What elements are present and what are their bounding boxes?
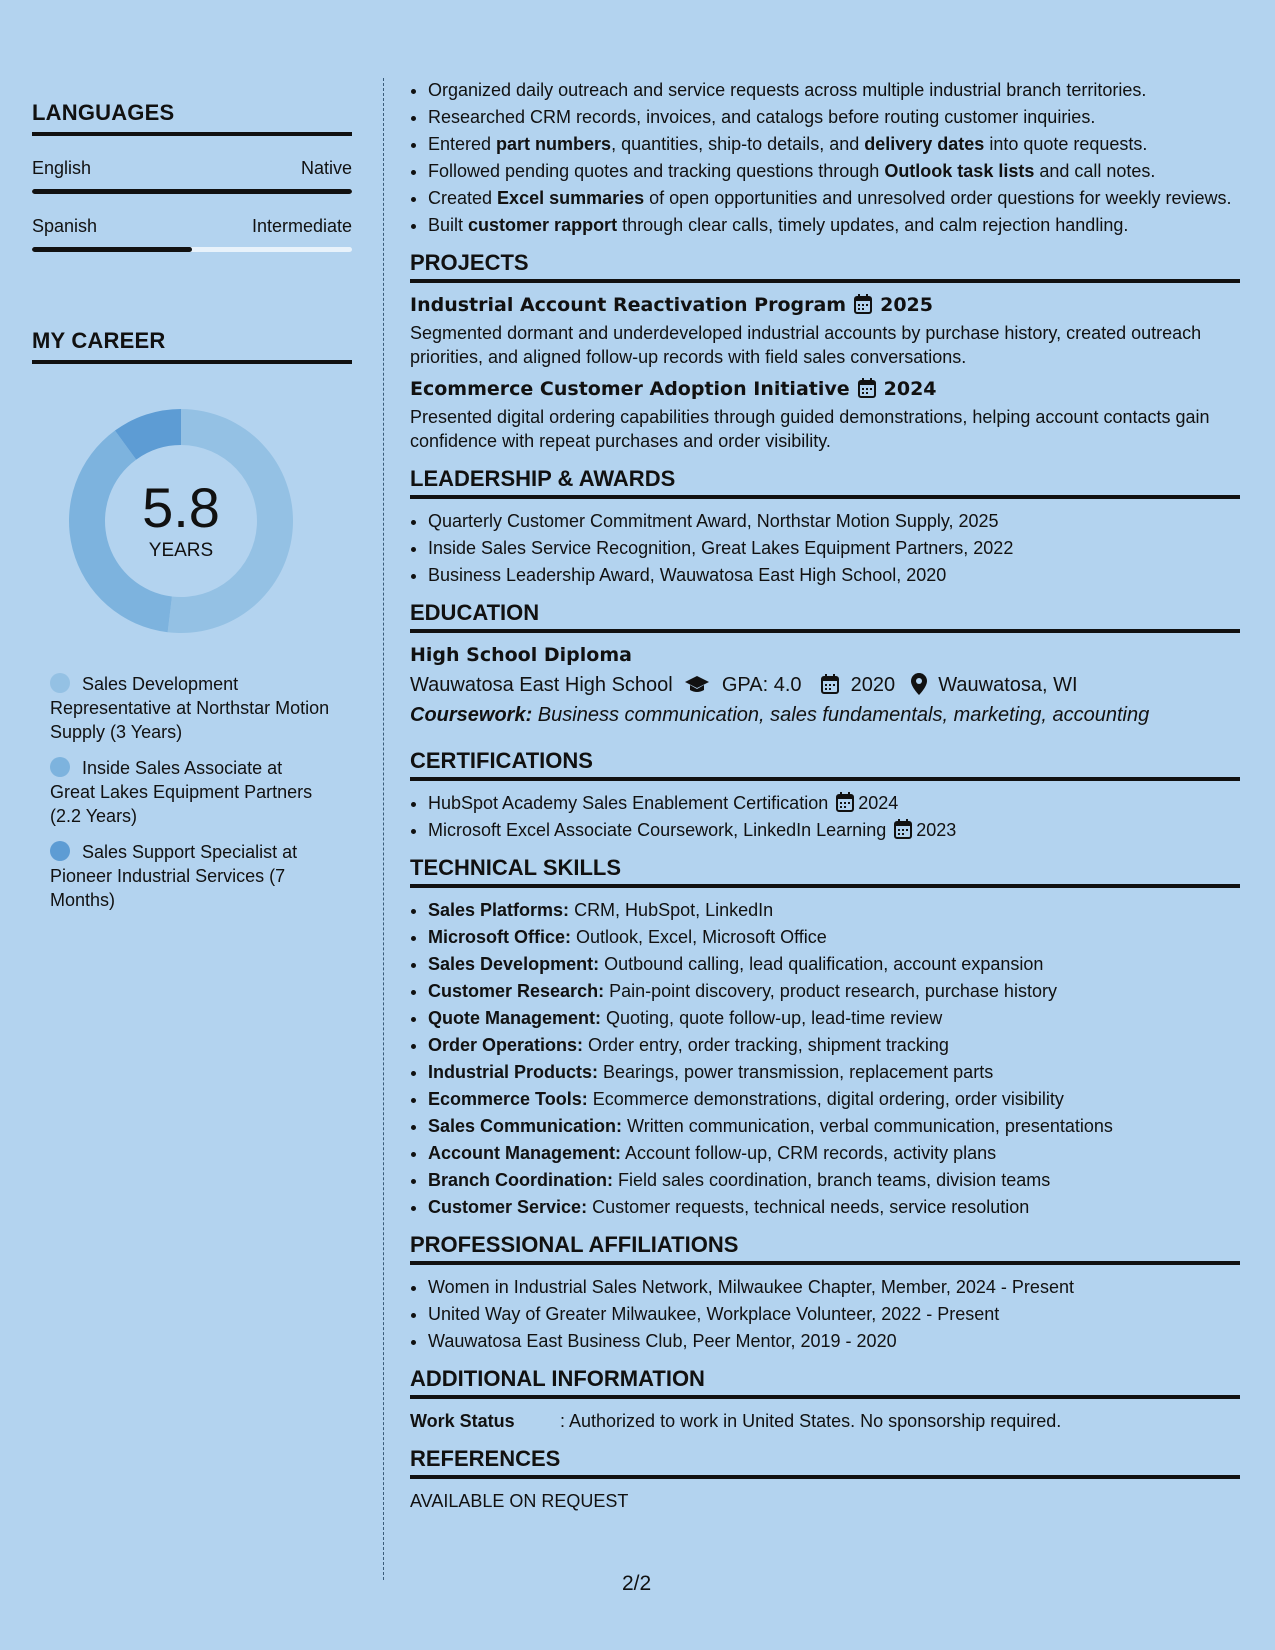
experience-bullet (428, 213, 1240, 237)
career-donut-chart (66, 406, 296, 636)
project-year: 2025 (880, 294, 933, 316)
bullet-text: Followed pending quotes and tracking questions through (428, 161, 885, 181)
experience-bullet (428, 105, 1240, 129)
graduation-cap-icon (684, 674, 710, 694)
certifications-list (410, 791, 1240, 842)
language-proficiency-fill (32, 189, 352, 194)
language-proficiency-bar (32, 247, 352, 252)
certification-item (428, 791, 1240, 815)
career-legend-item (50, 840, 330, 912)
education-degree: High School Diploma (410, 644, 632, 666)
language-level: Native (300, 158, 352, 178)
project-description: Segmented dormant and underdeveloped industrial accounts by purchase history, created outreach priorities, and aligned follow-up records with field sales conversations. (410, 323, 1202, 367)
skill-label: Customer Service: (428, 1197, 588, 1217)
bullet-text: Created (428, 188, 498, 208)
map-pin-icon (911, 673, 927, 695)
skill-value: Quoting, quote follow-up, lead-time review (601, 1008, 943, 1028)
skill-value: Outbound calling, lead qualification, account expansion (599, 954, 1044, 974)
skills-list (410, 898, 1240, 1219)
skill-value: Account follow-up, CRM records, activity plans (621, 1143, 997, 1163)
experience-bullet (428, 132, 1240, 156)
skill-item (428, 1060, 1240, 1084)
skill-item (428, 1087, 1240, 1111)
languages-heading: LANGUAGES (32, 100, 352, 136)
language-proficiency-bar (32, 189, 352, 194)
bullet-text: of open opportunities and unresolved order questions for weekly reviews. (644, 188, 1232, 208)
skill-label: Sales Communication: (428, 1116, 623, 1136)
language-row (32, 216, 352, 237)
education-school: Wauwatosa East High School (410, 674, 673, 696)
skill-label: Sales Development: (428, 954, 600, 974)
education-year: 2020 (850, 674, 896, 696)
career-total-unit: YEARS (148, 540, 214, 561)
skill-value: CRM, HubSpot, LinkedIn (569, 900, 774, 920)
skill-value: Bearings, power transmission, replacement parts (598, 1062, 994, 1082)
bullet-text: and call notes. (1034, 161, 1156, 181)
calendar-icon (858, 378, 876, 398)
legend-dot (50, 673, 70, 693)
legend-dot (50, 757, 70, 777)
bold-keyword: Excel summaries (497, 188, 645, 208)
affiliation-item: • Women in Industrial Sales Network, Milwaukee Chapter, Member, 2024 - Present (428, 1275, 1240, 1299)
languages-list (32, 158, 352, 252)
certifications-heading: CERTIFICATIONS (410, 749, 1240, 781)
skill-label: Account Management: (428, 1143, 622, 1163)
career-legend-label: Inside Sales Associate at Great Lakes Equipment Partners (2.2 Years) (50, 758, 313, 826)
work-status-row (410, 1409, 1240, 1433)
certification-year: 2023 (916, 820, 957, 840)
sidebar (32, 100, 352, 924)
career-legend (32, 672, 352, 912)
coursework-text: Business communication, sales fundamentals, marketing, accounting (532, 704, 1150, 726)
award-item: • Quarterly Customer Commitment Award, Northstar Motion Supply, 2025 (428, 509, 1240, 533)
skill-label: Ecommerce Tools: (428, 1089, 588, 1109)
certification-name: HubSpot Academy Sales Enablement Certification (428, 793, 829, 813)
skill-item (428, 1033, 1240, 1057)
education-gpa: GPA: 4.0 (721, 674, 802, 696)
skill-item (428, 1114, 1240, 1138)
affiliations-heading: PROFESSIONAL AFFILIATIONS (410, 1233, 1240, 1265)
skill-item (428, 1195, 1240, 1219)
language-proficiency-fill (32, 247, 192, 252)
skill-label: Branch Coordination: (428, 1170, 613, 1190)
education-details (410, 673, 1240, 697)
bold-keyword: Outlook task lists (884, 161, 1035, 181)
skill-label: Customer Research: (428, 981, 605, 1001)
main-content (410, 78, 1240, 1513)
certification-name: Microsoft Excel Associate Coursework, LinkedIn Learning (428, 820, 887, 840)
affiliations-list (410, 1275, 1240, 1353)
skill-value: Order entry, order tracking, shipment tracking (583, 1035, 949, 1055)
bullet-text: through clear calls, timely updates, and calm rejection handling. (617, 215, 1129, 235)
experience-bullet (428, 186, 1240, 210)
calendar-icon (894, 819, 912, 839)
skill-value: Outlook, Excel, Microsoft Office (571, 927, 827, 947)
skill-label: Sales Platforms: (428, 900, 570, 920)
awards-list (410, 509, 1240, 587)
career-total-value: 5.8 (142, 476, 220, 539)
affiliation-item: • United Way of Greater Milwaukee, Workplace Volunteer, 2022 - Present (428, 1302, 1240, 1326)
language-name: English (32, 158, 92, 178)
skill-value: Customer requests, technical needs, service resolution (587, 1197, 1030, 1217)
language-name: Spanish (32, 216, 98, 236)
awards-heading: LEADERSHIP & AWARDS (410, 467, 1240, 499)
language-row (32, 158, 352, 179)
calendar-icon (821, 674, 839, 694)
language-level: Intermediate (251, 216, 352, 236)
references-heading: REFERENCES (410, 1447, 1240, 1479)
education-coursework (410, 703, 1240, 727)
skill-item (428, 925, 1240, 949)
project-title (410, 293, 1240, 317)
bullet-text: Built (428, 215, 469, 235)
project-year: 2024 (883, 378, 937, 400)
education-location: Wauwatosa, WI (938, 674, 1078, 696)
donut-center (66, 406, 296, 636)
affiliation-item: • Wauwatosa East Business Club, Peer Mentor, 2019 - 2020 (428, 1329, 1240, 1353)
references-text: AVAILABLE ON REQUEST (410, 1491, 629, 1511)
award-item: • Inside Sales Service Recognition, Great Lakes Equipment Partners, 2022 (428, 536, 1240, 560)
certification-year: 2024 (858, 793, 899, 813)
skill-item (428, 952, 1240, 976)
skill-value: Ecommerce demonstrations, digital ordering, order visibility (587, 1089, 1064, 1109)
skill-label: Order Operations: (428, 1035, 584, 1055)
skill-item (428, 898, 1240, 922)
bold-keyword: part numbers (496, 134, 612, 154)
certification-item (428, 818, 1240, 842)
career-legend-item (50, 756, 330, 828)
skill-label: Microsoft Office: (428, 927, 572, 947)
skill-item (428, 1141, 1240, 1165)
skill-item (428, 979, 1240, 1003)
experience-bullet (428, 159, 1240, 183)
skill-value: Pain-point discovery, product research, purchase history (604, 981, 1057, 1001)
calendar-icon (836, 792, 854, 812)
bold-keyword: delivery dates (864, 134, 985, 154)
bullet-text: , quantities, ship-to details, and (611, 134, 865, 154)
project-name: Industrial Account Reactivation Program (410, 294, 847, 316)
legend-dot (50, 841, 70, 861)
career-legend-label: Sales Support Specialist at Pioneer Industrial Services (7 Months) (50, 842, 298, 910)
skill-value: Written communication, verbal communication, presentations (622, 1116, 1113, 1136)
bullet-text: into quote requests. (984, 134, 1148, 154)
additional-heading: ADDITIONAL INFORMATION (410, 1367, 1240, 1399)
career-legend-label: Sales Development Representative at Northstar Motion Supply (3 Years) (50, 674, 330, 742)
work-status-value: : Authorized to work in United States. No sponsorship required. (560, 1411, 1062, 1431)
projects-heading: PROJECTS (410, 251, 1240, 283)
work-status-label: Work Status (410, 1411, 515, 1431)
experience-bullets (410, 78, 1240, 237)
career-legend-item (50, 672, 330, 744)
bullet-text: Organized daily outreach and service requests across multiple industrial branch territories. (428, 80, 1147, 100)
experience-bullet (428, 78, 1240, 102)
bold-keyword: customer rapport (468, 215, 618, 235)
project-description: Presented digital ordering capabilities through guided demonstrations, helping account contacts gain confidence with repeat purchases and order visibility. (410, 407, 1210, 451)
skill-value: Field sales coordination, branch teams, division teams (613, 1170, 1051, 1190)
calendar-icon (854, 294, 872, 314)
project-name: Ecommerce Customer Adoption Initiative (410, 378, 850, 400)
column-divider (383, 78, 384, 1580)
bullet-text: Researched CRM records, invoices, and catalogs before routing customer inquiries. (428, 107, 1096, 127)
education-heading: EDUCATION (410, 601, 1240, 633)
skills-heading: TECHNICAL SKILLS (410, 856, 1240, 888)
coursework-label: Coursework: (410, 704, 533, 726)
skill-label: Industrial Products: (428, 1062, 599, 1082)
award-item: • Business Leadership Award, Wauwatosa East High School, 2020 (428, 563, 1240, 587)
page-number: 2/2 (622, 1572, 652, 1595)
projects-list (410, 293, 1240, 453)
bullet-text: Entered (428, 134, 497, 154)
skill-label: Quote Management: (428, 1008, 602, 1028)
project-title (410, 377, 1240, 401)
skill-item (428, 1168, 1240, 1192)
career-heading: MY CAREER (32, 328, 352, 364)
skill-item (428, 1006, 1240, 1030)
